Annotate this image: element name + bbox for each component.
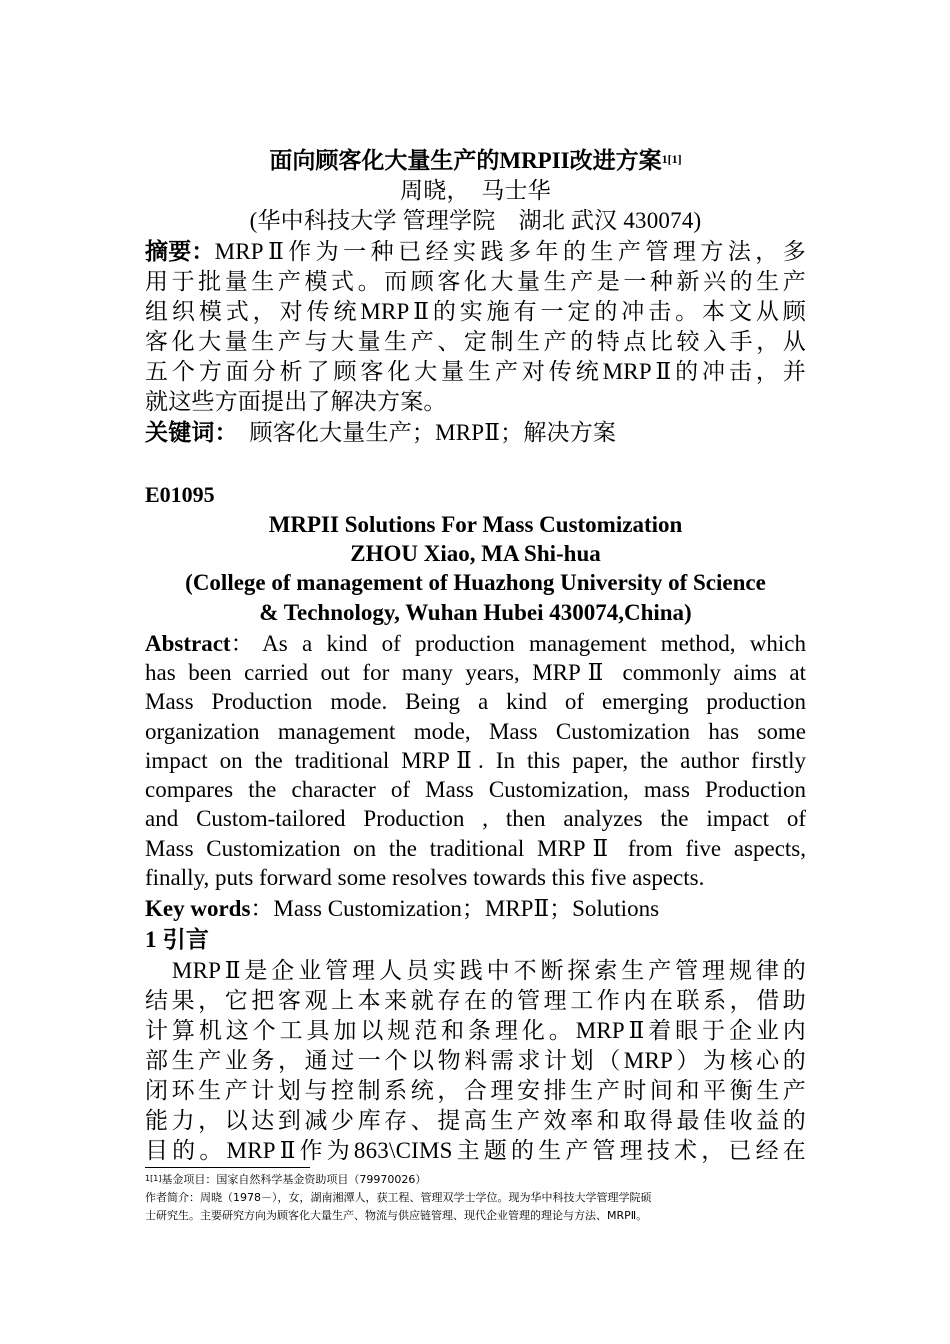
footnote-bio-2: 士研究生。主要研究方向为顾客化大量生产、物流与供应链管理、现代企业管理的理论与方法、MRPⅡ。 [145,1209,648,1222]
en-keywords [145,894,806,924]
section-1-line-3: 计算机这个工具加以规范和条理化。MRPⅡ着眼于企业内 [145,1018,806,1043]
article-number: E01095 [145,482,215,507]
cn-keywords [145,418,806,448]
section-1-line-2: 结果，它把客观上本来就存在的管理工作内在联系，借助 [145,988,806,1013]
cn-abstract-line-1 [145,237,806,267]
cn-abstract-label: 摘要： [145,239,215,264]
section-1-line-1: MRPⅡ是企业管理人员实践中不断探索生产管理规律的 [145,958,806,983]
cn-affiliation: (华中科技大学 管理学院 湖北 武汉 430074) [249,208,702,233]
cn-abstract-line-5: 五个方面分析了顾客化大量生产对传统MRPⅡ的冲击，并 [145,359,806,384]
section-1-heading: 1 引言 [145,927,210,952]
cn-abstract-line-4: 客化大量生产与大量生产、定制生产的特点比较入手，从 [145,329,806,354]
section-1-line-5: 闭环生产计划与控制系统，合理安排生产时间和平衡生产 [145,1078,806,1103]
en-abstract-line-6: compares the character of Mass Customization, mass Production [145,777,806,802]
cn-title-footnote-mark: 1[1] [661,152,682,166]
cn-abstract-line-3: 组织模式，对传统MRPⅡ的实施有一定的冲击。本文从顾 [145,299,806,324]
cn-abstract-line-2: 用于批量生产模式。而顾客化大量生产是一种新兴的生产 [145,269,806,294]
section-1-line-4: 部生产业务，通过一个以物料需求计划（MRP）为核心的 [145,1048,806,1073]
cn-title [145,146,806,176]
en-authors: ZHOU Xiao, MA Shi-hua [350,541,601,566]
footnote-fund-mark: 1[1] [145,1174,162,1183]
en-affiliation-1: (College of management of Huazhong University of Science [185,570,766,595]
en-abstract-line-5: impact on the traditional MRPⅡ. In this paper, the author firstly [145,748,806,773]
section-1-line-6: 能力，以达到减少库存、提高生产效率和取得最佳收益的 [145,1108,806,1133]
en-abstract-line-9: finally, puts forward some resolves towards this five aspects. [145,865,705,890]
en-affiliation-2: & Technology, Wuhan Hubei 430074,China) [259,600,692,625]
en-keywords-text: ：Mass Customization；MRPⅡ；Solutions [250,896,660,921]
en-abstract-line-1 [145,629,806,659]
cn-abstract-line-6: 就这些方面提出了解决方案。 [145,389,447,414]
en-abstract-line-8: Mass Customization on the traditional MRPⅡ from five aspects, [145,836,806,861]
footnote-bio-1: 作者简介：周晓（1978－），女，湖南湘潭人，获工程、管理双学士学位。现为华中科技大学管理学院硕 [145,1191,652,1204]
footnote-rule [145,1167,310,1168]
footnote-fund-text: 基金项目：国家自然科学基金资助项目（79970026） [161,1173,427,1186]
en-abstract-line-3: Mass Production mode. Being a kind of emerging production [145,689,806,714]
en-abstract-label: Abstract [145,631,231,656]
en-abstract-line-7: and Custom-tailored Production , then analyzes the impact of [145,806,806,831]
cn-keywords-label: 关键词： [145,420,227,445]
en-title: MRPII Solutions For Mass Customization [268,512,683,537]
cn-authors: 周晓， 马士华 [400,178,551,203]
en-abstract-text-1: ：As a kind of production management method, which [230,631,806,656]
section-1-line-7: 目的。MRPⅡ作为863\CIMS主题的生产管理技术，已经在 [145,1138,806,1163]
footnote-fund [145,1172,806,1188]
en-abstract-line-4: organization management mode, Mass Customization has some [145,719,806,744]
cn-abstract-text-1: MRPⅡ作为一种已经实践多年的生产管理方法，多 [214,239,806,264]
en-abstract-line-2: has been carried out for many years, MRPⅡ commonly aims at [145,660,806,685]
cn-title-text: 面向顾客化大量生产的MRPII改进方案 [269,148,662,173]
cn-keywords-text: 顾客化大量生产；MRPⅡ；解决方案 [226,420,617,445]
en-keywords-label: Key words [145,896,251,921]
